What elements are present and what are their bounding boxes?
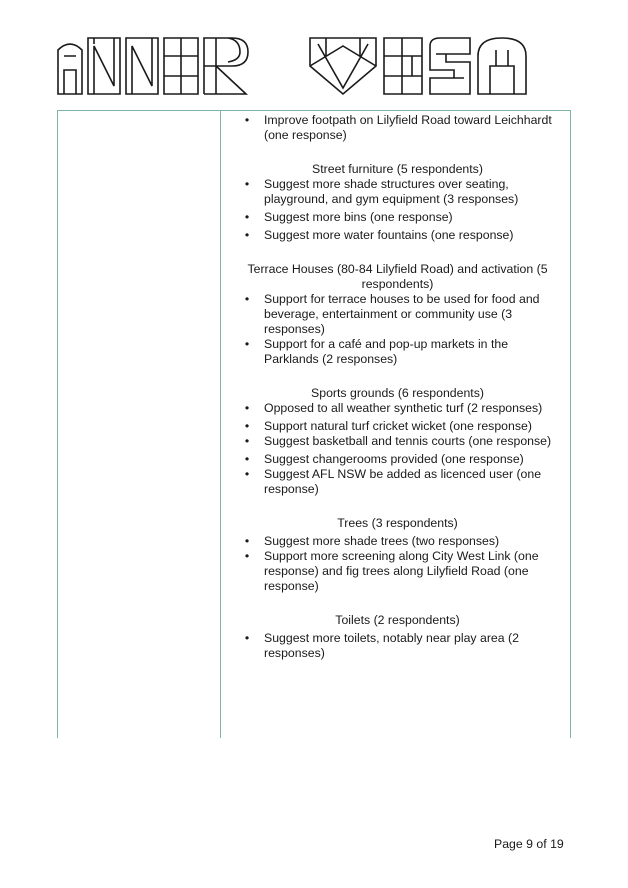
feedback-content [230,113,565,661]
list-item: • Suggest more bins (one response) [230,210,565,225]
list-item: • Support for a café and pop-up markets in the Parklands (2 responses) [230,337,565,367]
section-toilets [230,613,565,661]
bullet-icon: • [244,401,250,415]
section-heading: Toilets (2 respondents) [335,613,460,627]
bullet-icon: • [244,177,250,191]
section-sports-grounds [230,386,565,497]
inner-west-logo [56,36,532,96]
table-top-rule [57,110,571,111]
bullet-icon: • [244,210,250,224]
table-column-divider [220,110,221,738]
list-item: • Suggest AFL NSW be added as licenced user (one response) [230,467,565,497]
section-heading: Sports grounds (6 respondents) [311,386,484,400]
table-right-border [570,110,571,738]
section-heading: Terrace Houses (80-84 Lilyfield Road) and activation (5 respondents) [247,262,548,291]
section-street-furniture [230,162,565,243]
list-item: • Improve footpath on Lilyfield Road toward Leichhardt (one response) [230,113,565,143]
list-item: • Suggest more shade structures over seating, playground, and gym equipment (3 responses) [230,177,565,207]
list-item: • Support natural turf cricket wicket (one response) [230,419,565,434]
section-heading: Street furniture (5 respondents) [312,162,483,176]
list-item: • Suggest changerooms provided (one response) [230,452,565,467]
bullet-icon: • [244,549,250,563]
list-item: • Opposed to all weather synthetic turf (2 responses) [230,401,565,416]
bullet-icon: • [244,452,250,466]
list-item: • Suggest more shade trees (two responses) [230,534,565,549]
list-item: • Suggest more toilets, notably near play area (2 responses) [230,631,565,661]
section-footpath [230,113,565,143]
section-heading: Trees (3 respondents) [337,516,458,530]
bullet-icon: • [244,292,250,306]
list-item: • Support for terrace houses to be used for food and beverage, entertainment or community use (3 responses) [230,292,565,337]
list-item: • Suggest basketball and tennis courts (one response) [230,434,565,449]
list-item: • Suggest more water fountains (one response) [230,228,565,243]
bullet-icon: • [244,434,250,448]
bullet-icon: • [244,467,250,481]
bullet-icon: • [244,534,250,548]
bullet-icon: • [244,419,250,433]
table-left-border [57,110,58,738]
section-trees [230,516,565,594]
bullet-icon: • [244,337,250,351]
bullet-icon: • [244,228,250,242]
list-item: • Support more screening along City West Link (one response) and fig trees along Lilyfield Road (one response) [230,549,565,594]
bullet-icon: • [244,113,250,127]
page-number: Page 9 of 19 [494,837,564,851]
section-terrace-houses [230,262,565,367]
bullet-icon: • [244,631,250,645]
